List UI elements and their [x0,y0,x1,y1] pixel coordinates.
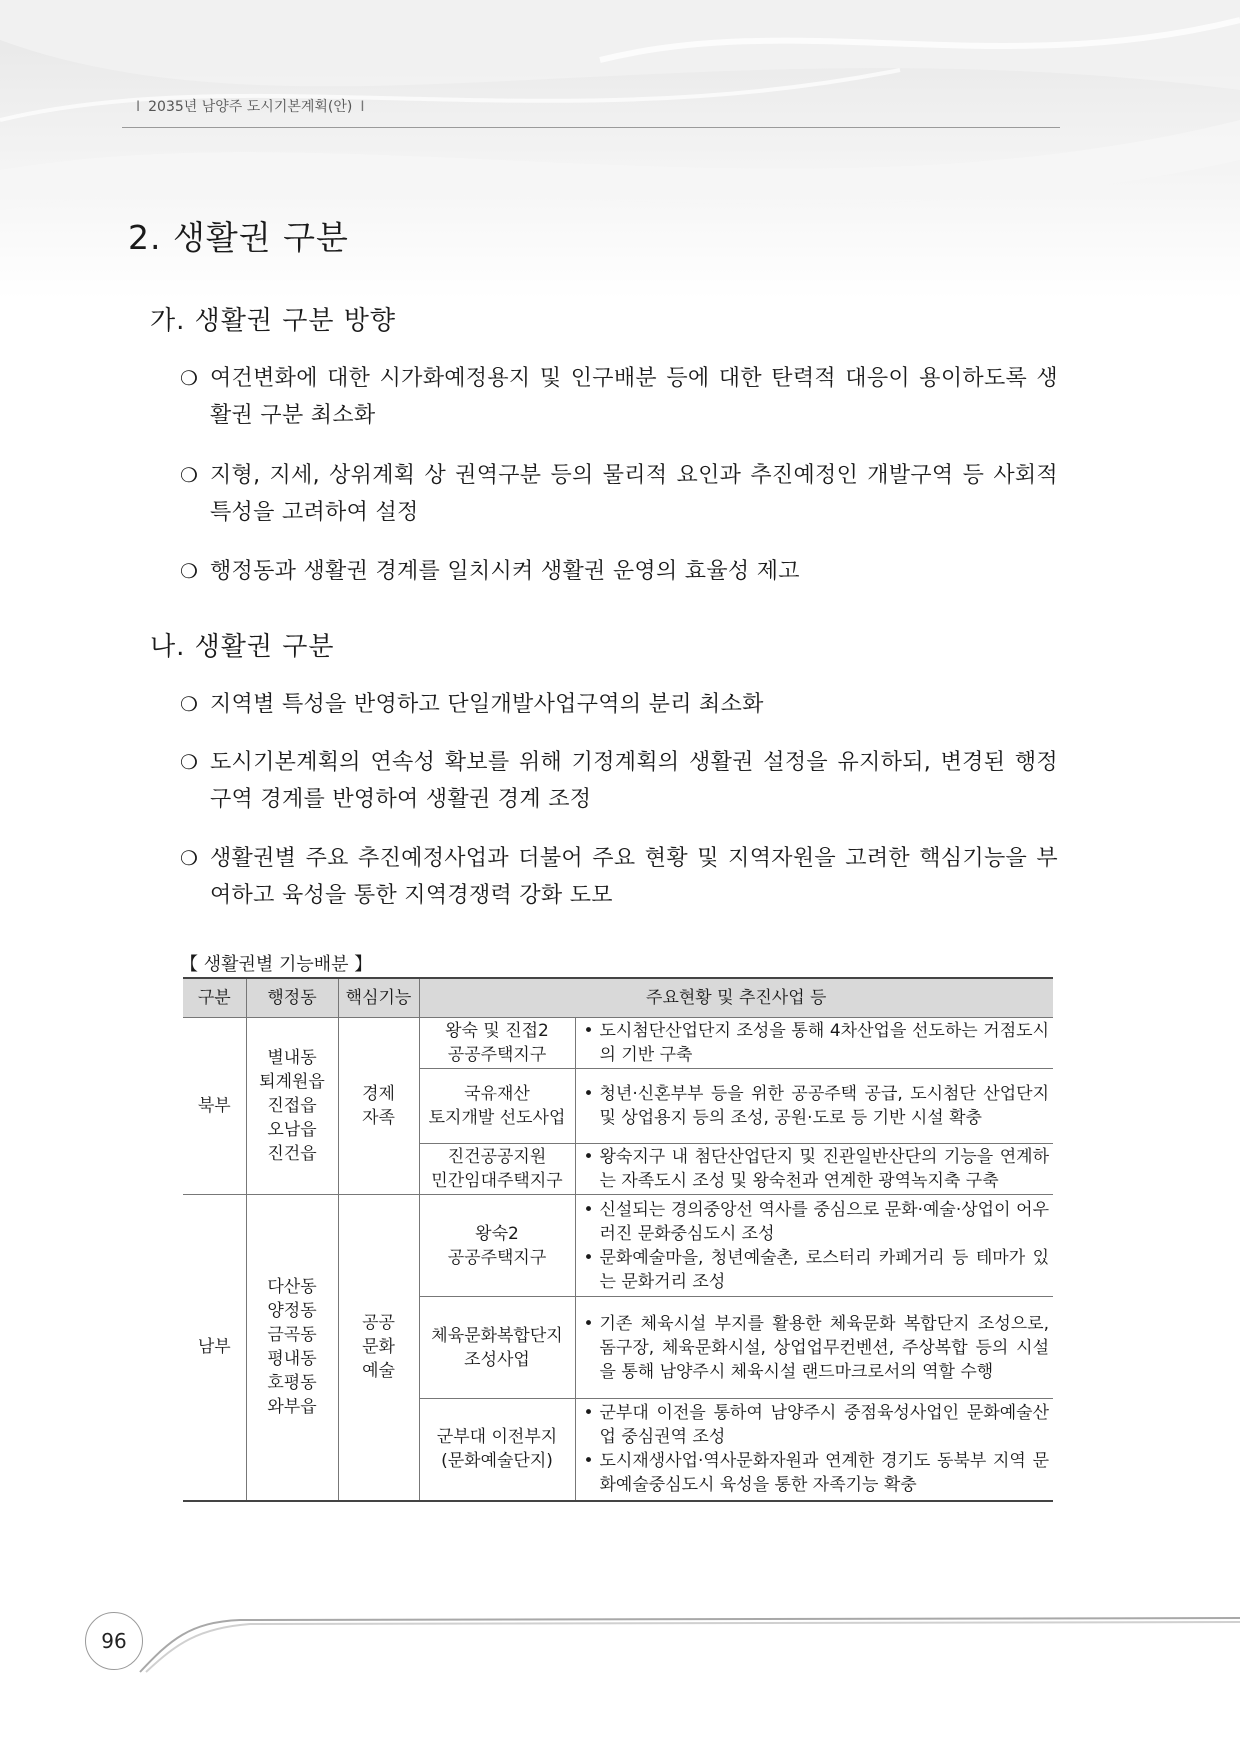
desc-bullet: • 청년·신혼부부 등을 위한 공공주택 공급, 도시첨단 산업단지 및 상업용지 등의 조성, 공원·도로 등 기반 시설 확충 [580,1082,1050,1130]
header-district: 행정동 [246,978,338,1018]
paragraph-text: 생활권별 주요 추진예정사업과 더불어 주요 현황 및 지역자원을 고려한 핵심기능을 부여하고 육성을 통한 지역경쟁력 강화 도모 [210,846,1058,908]
project-name-cell: 왕숙2 공공주택지구 [419,1195,575,1297]
header-function: 핵심기능 [338,978,419,1018]
page-number-text: 96 [101,1629,127,1653]
project-desc-cell [575,1195,1053,1297]
project-desc-cell [575,1018,1053,1069]
circle-bullet-icon: ❍ [180,750,198,774]
project-name-cell: 국유재산 토지개발 선도사업 [419,1069,575,1144]
circle-bullet-icon: ❍ [180,366,198,390]
header-zone: 구분 [183,978,246,1018]
project-desc-cell [575,1069,1053,1144]
project-name-cell: 군부대 이전부지 (문화예술단지) [419,1399,575,1501]
paragraph-a3 [180,553,1058,590]
desc-bullet: • 문화예술마을, 청년예술촌, 로스터리 카페거리 등 테마가 있는 문화거리 조성 [580,1246,1050,1294]
footer-swoosh-decoration [0,1600,1240,1680]
subsection-title-b: 나. 생활권 구분 [150,632,335,662]
zone-cell: 남부 [183,1195,246,1501]
table-caption: 【 생활권별 기능배분 】 [180,954,373,975]
paragraph-text: 지형, 지세, 상위계획 상 권역구분 등의 물리적 요인과 추진예정인 개발구역 등 사회적 특성을 고려하여 설정 [210,463,1058,525]
desc-bullet: • 군부대 이전을 통하여 남양주시 중점육성사업인 문화예술산업 중심권역 조성 [580,1401,1050,1449]
function-allocation-table [183,977,1053,1502]
district-cell: 다산동 양정동 금곡동 평내동 호평동 와부읍 [246,1195,338,1501]
desc-bullet: • 도시첨단산업단지 조성을 통해 4차산업을 선도하는 거점도시의 기반 구축 [580,1019,1050,1067]
subsection-title-a: 가. 생활권 구분 방향 [150,306,396,336]
project-name-cell: 왕숙 및 진접2 공공주택지구 [419,1018,575,1069]
paragraph-b1 [180,686,1058,723]
header-projects: 주요현황 및 추진사업 등 [419,978,1053,1018]
zone-cell: 북부 [183,1018,246,1195]
function-cell: 공공 문화 예술 [338,1195,419,1501]
project-desc-cell [575,1144,1053,1195]
project-desc-cell [575,1297,1053,1399]
section-title: 2. 생활권 구분 [128,218,349,257]
desc-bullet: • 왕숙지구 내 첨단산업단지 및 진관일반산단의 기능을 연계하는 자족도시 조성 및 왕숙천과 연계한 광역녹지축 구축 [580,1145,1050,1193]
paragraph-a2 [180,457,1058,531]
circle-bullet-icon: ❍ [180,692,198,716]
header-bar-left: I [136,99,141,115]
table-header-row [183,978,1053,1018]
desc-bullet: • 신설되는 경의중앙선 역사를 중심으로 문화·예술·상업이 어우러진 문화중심도시 조성 [580,1198,1050,1246]
paragraph-b2 [180,744,1058,818]
desc-bullet: • 도시재생사업·역사문화자원과 연계한 경기도 동북부 지역 문화예술중심도시 육성을 통한 자족기능 확충 [580,1449,1050,1497]
header-rule [122,127,1060,128]
desc-bullet: • 기존 체육시설 부지를 활용한 체육문화 복합단지 조성으로, 돔구장, 체육문화시설, 상업업무컨벤션, 주상복합 등의 시설을 통해 남양주시 체육시설 랜드마크로서의 역할 수행 [580,1312,1050,1384]
project-desc-cell [575,1399,1053,1501]
circle-bullet-icon: ❍ [180,559,198,583]
paragraph-b3 [180,840,1058,914]
paragraph-text: 행정동과 생활권 경계를 일치시켜 생활권 운영의 효율성 제고 [210,559,800,584]
paragraph-a1 [180,360,1058,434]
paragraph-text: 도시기본계획의 연속성 확보를 위해 기정계획의 생활권 설정을 유지하되, 변경된 행정구역 경계를 반영하여 생활권 경계 조정 [210,750,1058,812]
paragraph-text: 지역별 특성을 반영하고 단일개발사업구역의 분리 최소화 [210,692,764,717]
header-text: 2035년 남양주 도시기본계획(안) [148,99,353,115]
running-header [128,96,373,116]
circle-bullet-icon: ❍ [180,846,198,870]
header-bar-right: I [360,99,365,115]
project-name-cell: 진건공공지원 민간임대주택지구 [419,1144,575,1195]
table-row [183,1018,1053,1069]
page-number [85,1612,143,1670]
district-cell: 별내동 퇴계원읍 진접읍 오남읍 진건읍 [246,1018,338,1195]
paragraph-text: 여건변화에 대한 시가화예정용지 및 인구배분 등에 대한 탄력적 대응이 용이하도록 생활권 구분 최소화 [210,366,1058,428]
project-name-cell: 체육문화복합단지 조성사업 [419,1297,575,1399]
table-row [183,1195,1053,1297]
function-cell: 경제 자족 [338,1018,419,1195]
circle-bullet-icon: ❍ [180,463,198,487]
